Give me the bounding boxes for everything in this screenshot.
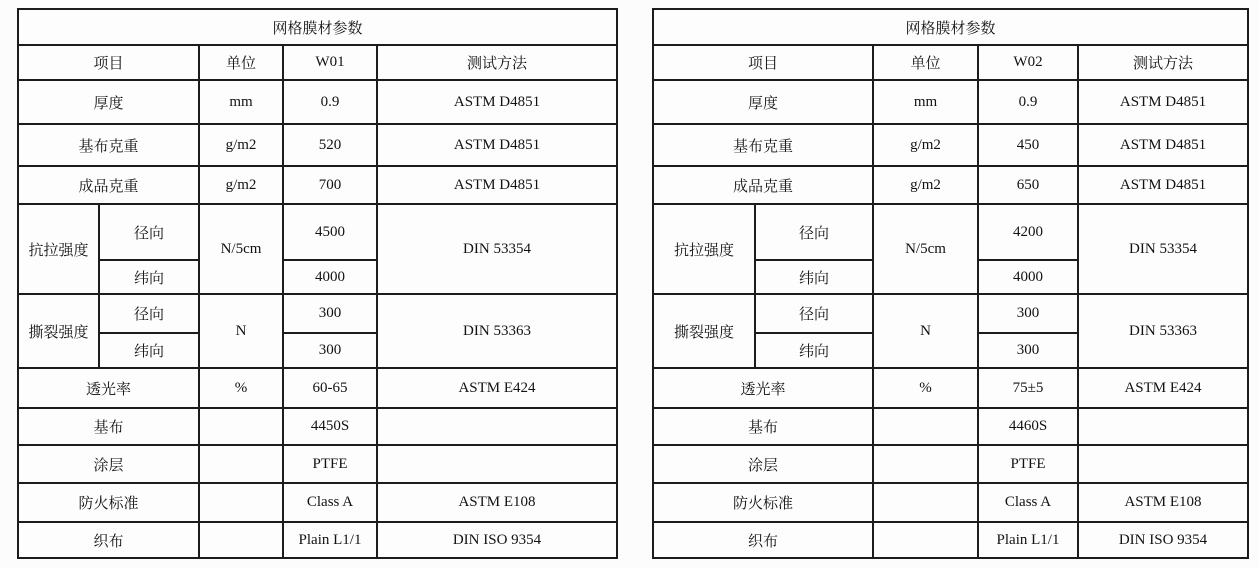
title-row — [18, 9, 617, 45]
row-base-fabric — [653, 408, 1248, 445]
finished-weight-label: 成品克重 — [18, 166, 199, 204]
translucency-label: 透光率 — [18, 368, 199, 408]
row-translucency — [653, 368, 1248, 408]
tensile-method: DIN 53354 — [377, 204, 617, 294]
header-item: 项目 — [18, 45, 199, 80]
finished-weight-label: 成品克重 — [653, 166, 873, 204]
tear-label: 撕裂强度 — [18, 294, 99, 368]
finished-weight-value: 700 — [283, 166, 377, 204]
tear-weft-value: 300 — [283, 333, 377, 368]
coating-unit — [199, 445, 283, 483]
tensile-weft-value: 4000 — [283, 260, 377, 294]
spec-table-w02 — [652, 8, 1249, 559]
tensile-method: DIN 53354 — [1078, 204, 1248, 294]
translucency-value: 60-65 — [283, 368, 377, 408]
thickness-value: 0.9 — [283, 80, 377, 124]
row-base-weight — [18, 124, 617, 166]
tensile-weft-value: 4000 — [978, 260, 1078, 294]
row-translucency — [18, 368, 617, 408]
fire-standard-label: 防火标准 — [653, 483, 873, 522]
fire-standard-unit — [873, 483, 978, 522]
fire-standard-value: Class A — [283, 483, 377, 522]
tensile-warp-value: 4200 — [978, 204, 1078, 260]
row-thickness — [653, 80, 1248, 124]
row-tensile-warp — [18, 204, 617, 260]
base-weight-label: 基布克重 — [653, 124, 873, 166]
tear-unit: N — [199, 294, 283, 368]
title-row — [653, 9, 1248, 45]
header-method: 测试方法 — [1078, 45, 1248, 80]
header-unit: 单位 — [199, 45, 283, 80]
tensile-label: 抗拉强度 — [653, 204, 755, 294]
tensile-unit: N/5cm — [873, 204, 978, 294]
weave-unit — [873, 522, 978, 558]
header-method: 测试方法 — [377, 45, 617, 80]
tear-warp-label: 径向 — [99, 294, 199, 333]
base-weight-label: 基布克重 — [18, 124, 199, 166]
tensile-label: 抗拉强度 — [18, 204, 99, 294]
base-fabric-unit — [199, 408, 283, 445]
base-weight-unit: g/m2 — [873, 124, 978, 166]
thickness-label: 厚度 — [653, 80, 873, 124]
row-tensile-warp — [653, 204, 1248, 260]
coating-label: 涂层 — [18, 445, 199, 483]
row-thickness — [18, 80, 617, 124]
tear-weft-value: 300 — [978, 333, 1078, 368]
coating-method — [1078, 445, 1248, 483]
tear-weft-label: 纬向 — [755, 333, 873, 368]
base-weight-value: 520 — [283, 124, 377, 166]
translucency-value: 75±5 — [978, 368, 1078, 408]
translucency-label: 透光率 — [653, 368, 873, 408]
finished-weight-method: ASTM D4851 — [1078, 166, 1248, 204]
base-fabric-label: 基布 — [653, 408, 873, 445]
table-title: 网格膜材参数 — [653, 9, 1248, 45]
thickness-label: 厚度 — [18, 80, 199, 124]
tensile-warp-value: 4500 — [283, 204, 377, 260]
base-fabric-method — [377, 408, 617, 445]
coating-label: 涂层 — [653, 445, 873, 483]
finished-weight-method: ASTM D4851 — [377, 166, 617, 204]
translucency-method: ASTM E424 — [1078, 368, 1248, 408]
weave-unit — [199, 522, 283, 558]
tear-warp-label: 径向 — [755, 294, 873, 333]
tensile-weft-label: 纬向 — [99, 260, 199, 294]
row-coating — [18, 445, 617, 483]
tensile-warp-label: 径向 — [99, 204, 199, 260]
row-weave — [18, 522, 617, 558]
tear-warp-value: 300 — [978, 294, 1078, 333]
row-fire-standard — [653, 483, 1248, 522]
coating-method — [377, 445, 617, 483]
table-title: 网格膜材参数 — [18, 9, 617, 45]
tear-unit: N — [873, 294, 978, 368]
spec-table-w01 — [17, 8, 618, 559]
tensile-warp-label: 径向 — [755, 204, 873, 260]
row-finished-weight — [18, 166, 617, 204]
tear-method: DIN 53363 — [377, 294, 617, 368]
weave-label: 织布 — [653, 522, 873, 558]
tensile-weft-label: 纬向 — [755, 260, 873, 294]
thickness-unit: mm — [873, 80, 978, 124]
row-tear-warp — [653, 294, 1248, 333]
header-row — [18, 45, 617, 80]
fire-standard-value: Class A — [978, 483, 1078, 522]
base-fabric-label: 基布 — [18, 408, 199, 445]
coating-value: PTFE — [978, 445, 1078, 483]
thickness-method: ASTM D4851 — [1078, 80, 1248, 124]
fire-standard-method: ASTM E108 — [1078, 483, 1248, 522]
weave-value: Plain L1/1 — [283, 522, 377, 558]
header-row — [653, 45, 1248, 80]
weave-value: Plain L1/1 — [978, 522, 1078, 558]
base-weight-method: ASTM D4851 — [1078, 124, 1248, 166]
base-fabric-value: 4450S — [283, 408, 377, 445]
fire-standard-label: 防火标准 — [18, 483, 199, 522]
finished-weight-unit: g/m2 — [199, 166, 283, 204]
header-model: W02 — [978, 45, 1078, 80]
base-fabric-value: 4460S — [978, 408, 1078, 445]
header-item: 项目 — [653, 45, 873, 80]
translucency-unit: % — [199, 368, 283, 408]
translucency-method: ASTM E424 — [377, 368, 617, 408]
coating-unit — [873, 445, 978, 483]
tensile-unit: N/5cm — [199, 204, 283, 294]
thickness-value: 0.9 — [978, 80, 1078, 124]
thickness-unit: mm — [199, 80, 283, 124]
base-fabric-unit — [873, 408, 978, 445]
row-base-weight — [653, 124, 1248, 166]
tear-method: DIN 53363 — [1078, 294, 1248, 368]
row-tear-warp — [18, 294, 617, 333]
finished-weight-value: 650 — [978, 166, 1078, 204]
base-weight-unit: g/m2 — [199, 124, 283, 166]
weave-method: DIN ISO 9354 — [377, 522, 617, 558]
translucency-unit: % — [873, 368, 978, 408]
row-fire-standard — [18, 483, 617, 522]
row-weave — [653, 522, 1248, 558]
weave-method: DIN ISO 9354 — [1078, 522, 1248, 558]
finished-weight-unit: g/m2 — [873, 166, 978, 204]
header-model: W01 — [283, 45, 377, 80]
tear-warp-value: 300 — [283, 294, 377, 333]
fire-standard-unit — [199, 483, 283, 522]
row-base-fabric — [18, 408, 617, 445]
fire-standard-method: ASTM E108 — [377, 483, 617, 522]
tear-weft-label: 纬向 — [99, 333, 199, 368]
coating-value: PTFE — [283, 445, 377, 483]
row-finished-weight — [653, 166, 1248, 204]
base-weight-value: 450 — [978, 124, 1078, 166]
base-weight-method: ASTM D4851 — [377, 124, 617, 166]
row-coating — [653, 445, 1248, 483]
weave-label: 织布 — [18, 522, 199, 558]
header-unit: 单位 — [873, 45, 978, 80]
base-fabric-method — [1078, 408, 1248, 445]
thickness-method: ASTM D4851 — [377, 80, 617, 124]
tear-label: 撕裂强度 — [653, 294, 755, 368]
